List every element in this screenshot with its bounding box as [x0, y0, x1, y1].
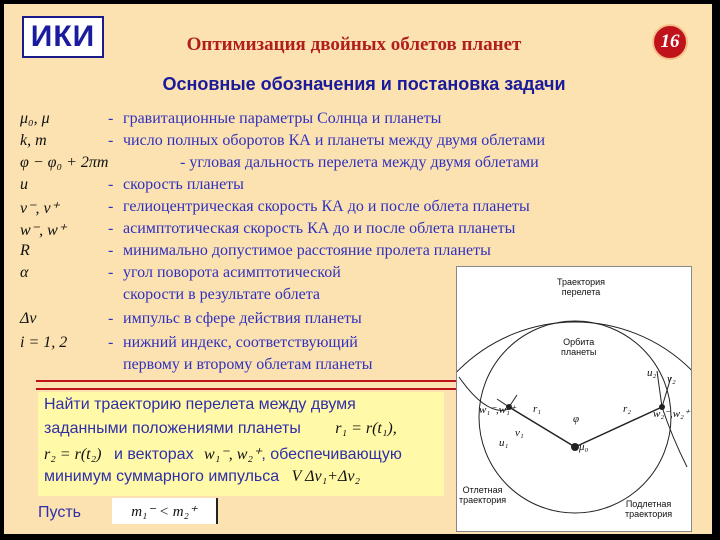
arrival-trajectory-label: Подлетная траектория: [625, 499, 673, 519]
notation-desc: нижний индекс, соответствующий: [123, 334, 358, 351]
sun-point: [571, 443, 579, 451]
notation-desc: скорости в результате облета: [123, 286, 321, 303]
task-math: r₂ = r(t₂): [44, 446, 102, 463]
logo: [22, 16, 104, 58]
notation-dash: -: [108, 220, 114, 237]
sun-label: μ₀: [579, 441, 589, 453]
notation-dash: -: [108, 334, 114, 351]
notation-desc: скорость планеты: [123, 176, 244, 193]
notation-symbol: w⁻, w⁺: [20, 222, 67, 239]
task-math: w₁⁻, w₂⁺: [204, 446, 262, 463]
slide-subtitle: Основные обозначения и постановка задачи: [162, 74, 566, 94]
divider-line: [36, 380, 456, 390]
notation-desc: гравитационные параметры Солнца и планеты: [123, 110, 442, 127]
logo-text: ИКИ: [30, 20, 96, 53]
angle-label: φ: [573, 413, 580, 425]
slide-number-badge: 16: [652, 24, 688, 60]
notation-dash: -: [108, 242, 114, 259]
task-line: [44, 444, 402, 464]
r2-label: r₂: [623, 403, 632, 415]
task-line: [44, 468, 360, 486]
slide: [4, 4, 712, 534]
task-text: и векторах: [113, 446, 194, 463]
notation-symbol: Δv: [20, 310, 37, 327]
notation-desc: асимптотическая скорость КА до и после облета планеты: [123, 220, 516, 237]
notation-symbol: v⁻, v⁺: [20, 200, 60, 217]
notation-symbol: k, m: [20, 132, 47, 149]
departure-trajectory-label: Отлетная траектория: [459, 485, 507, 505]
notation-desc: импульс в сфере действия планеты: [123, 310, 362, 327]
notation-symbol: μ₀, μ: [20, 110, 50, 127]
notation-symbol: φ − φ₀ + 2πm: [20, 154, 109, 171]
notation-symbol: R: [20, 242, 30, 259]
notation-desc: минимально допустимое расстояние пролета планеты: [123, 242, 491, 259]
r1-label: r₁: [533, 403, 542, 415]
task-math: r₁ = r(t₁),: [335, 420, 397, 437]
notation-dash: -: [108, 132, 114, 149]
u2-vector: [657, 371, 662, 407]
condition-label: Пусть: [38, 504, 81, 521]
notation-desc: - угловая дальность перелета между двумя облетами: [180, 154, 539, 171]
w1-label: w₁⁻,w₁⁺: [479, 404, 516, 416]
condition-inequality: m₁⁻ < m₂⁺: [112, 498, 218, 524]
notation-symbol: u: [20, 176, 28, 193]
notation-dash: -: [108, 264, 114, 281]
notation-symbol: i = 1, 2: [20, 334, 68, 351]
notation-desc: первому и второму облетам планеты: [123, 356, 373, 373]
notation-desc: угол поворота асимптотической: [123, 264, 341, 281]
task-line: [44, 420, 397, 438]
v1-label: v₁: [515, 427, 524, 439]
notation-dash: -: [108, 110, 114, 127]
slide-title: Оптимизация двойных облетов планет: [186, 34, 522, 55]
task-text: , обеспечивающую: [261, 446, 402, 463]
notation-desc: гелиоцентрическая скорость КА до и после облета планеты: [123, 198, 530, 215]
task-box: [38, 392, 444, 496]
transfer-trajectory-label: Траектория перелета: [557, 277, 605, 297]
notation-desc: число полных оборотов КА и планеты между двумя облетами: [123, 132, 546, 149]
v2-label: v₂: [667, 373, 676, 385]
notation-dash: -: [108, 198, 114, 215]
notation-symbol: α: [20, 264, 29, 281]
w2-label: w₂⁻,w₂⁺: [653, 408, 690, 420]
planet-orbit-label: Орбита планеты: [561, 337, 597, 357]
task-text: заданными положениями планеты: [44, 420, 301, 437]
u1-label: u₁: [499, 437, 509, 449]
task-line: Найти траекторию перелета между двумя: [44, 396, 356, 413]
task-text: минимум суммарного импульса: [44, 468, 280, 485]
notation-dash: -: [108, 176, 114, 193]
task-math: V Δv₁+Δv₂: [291, 468, 360, 485]
trajectory-diagram: [456, 266, 692, 532]
notation-dash: -: [108, 310, 114, 327]
u2-label: u₂: [647, 367, 657, 379]
